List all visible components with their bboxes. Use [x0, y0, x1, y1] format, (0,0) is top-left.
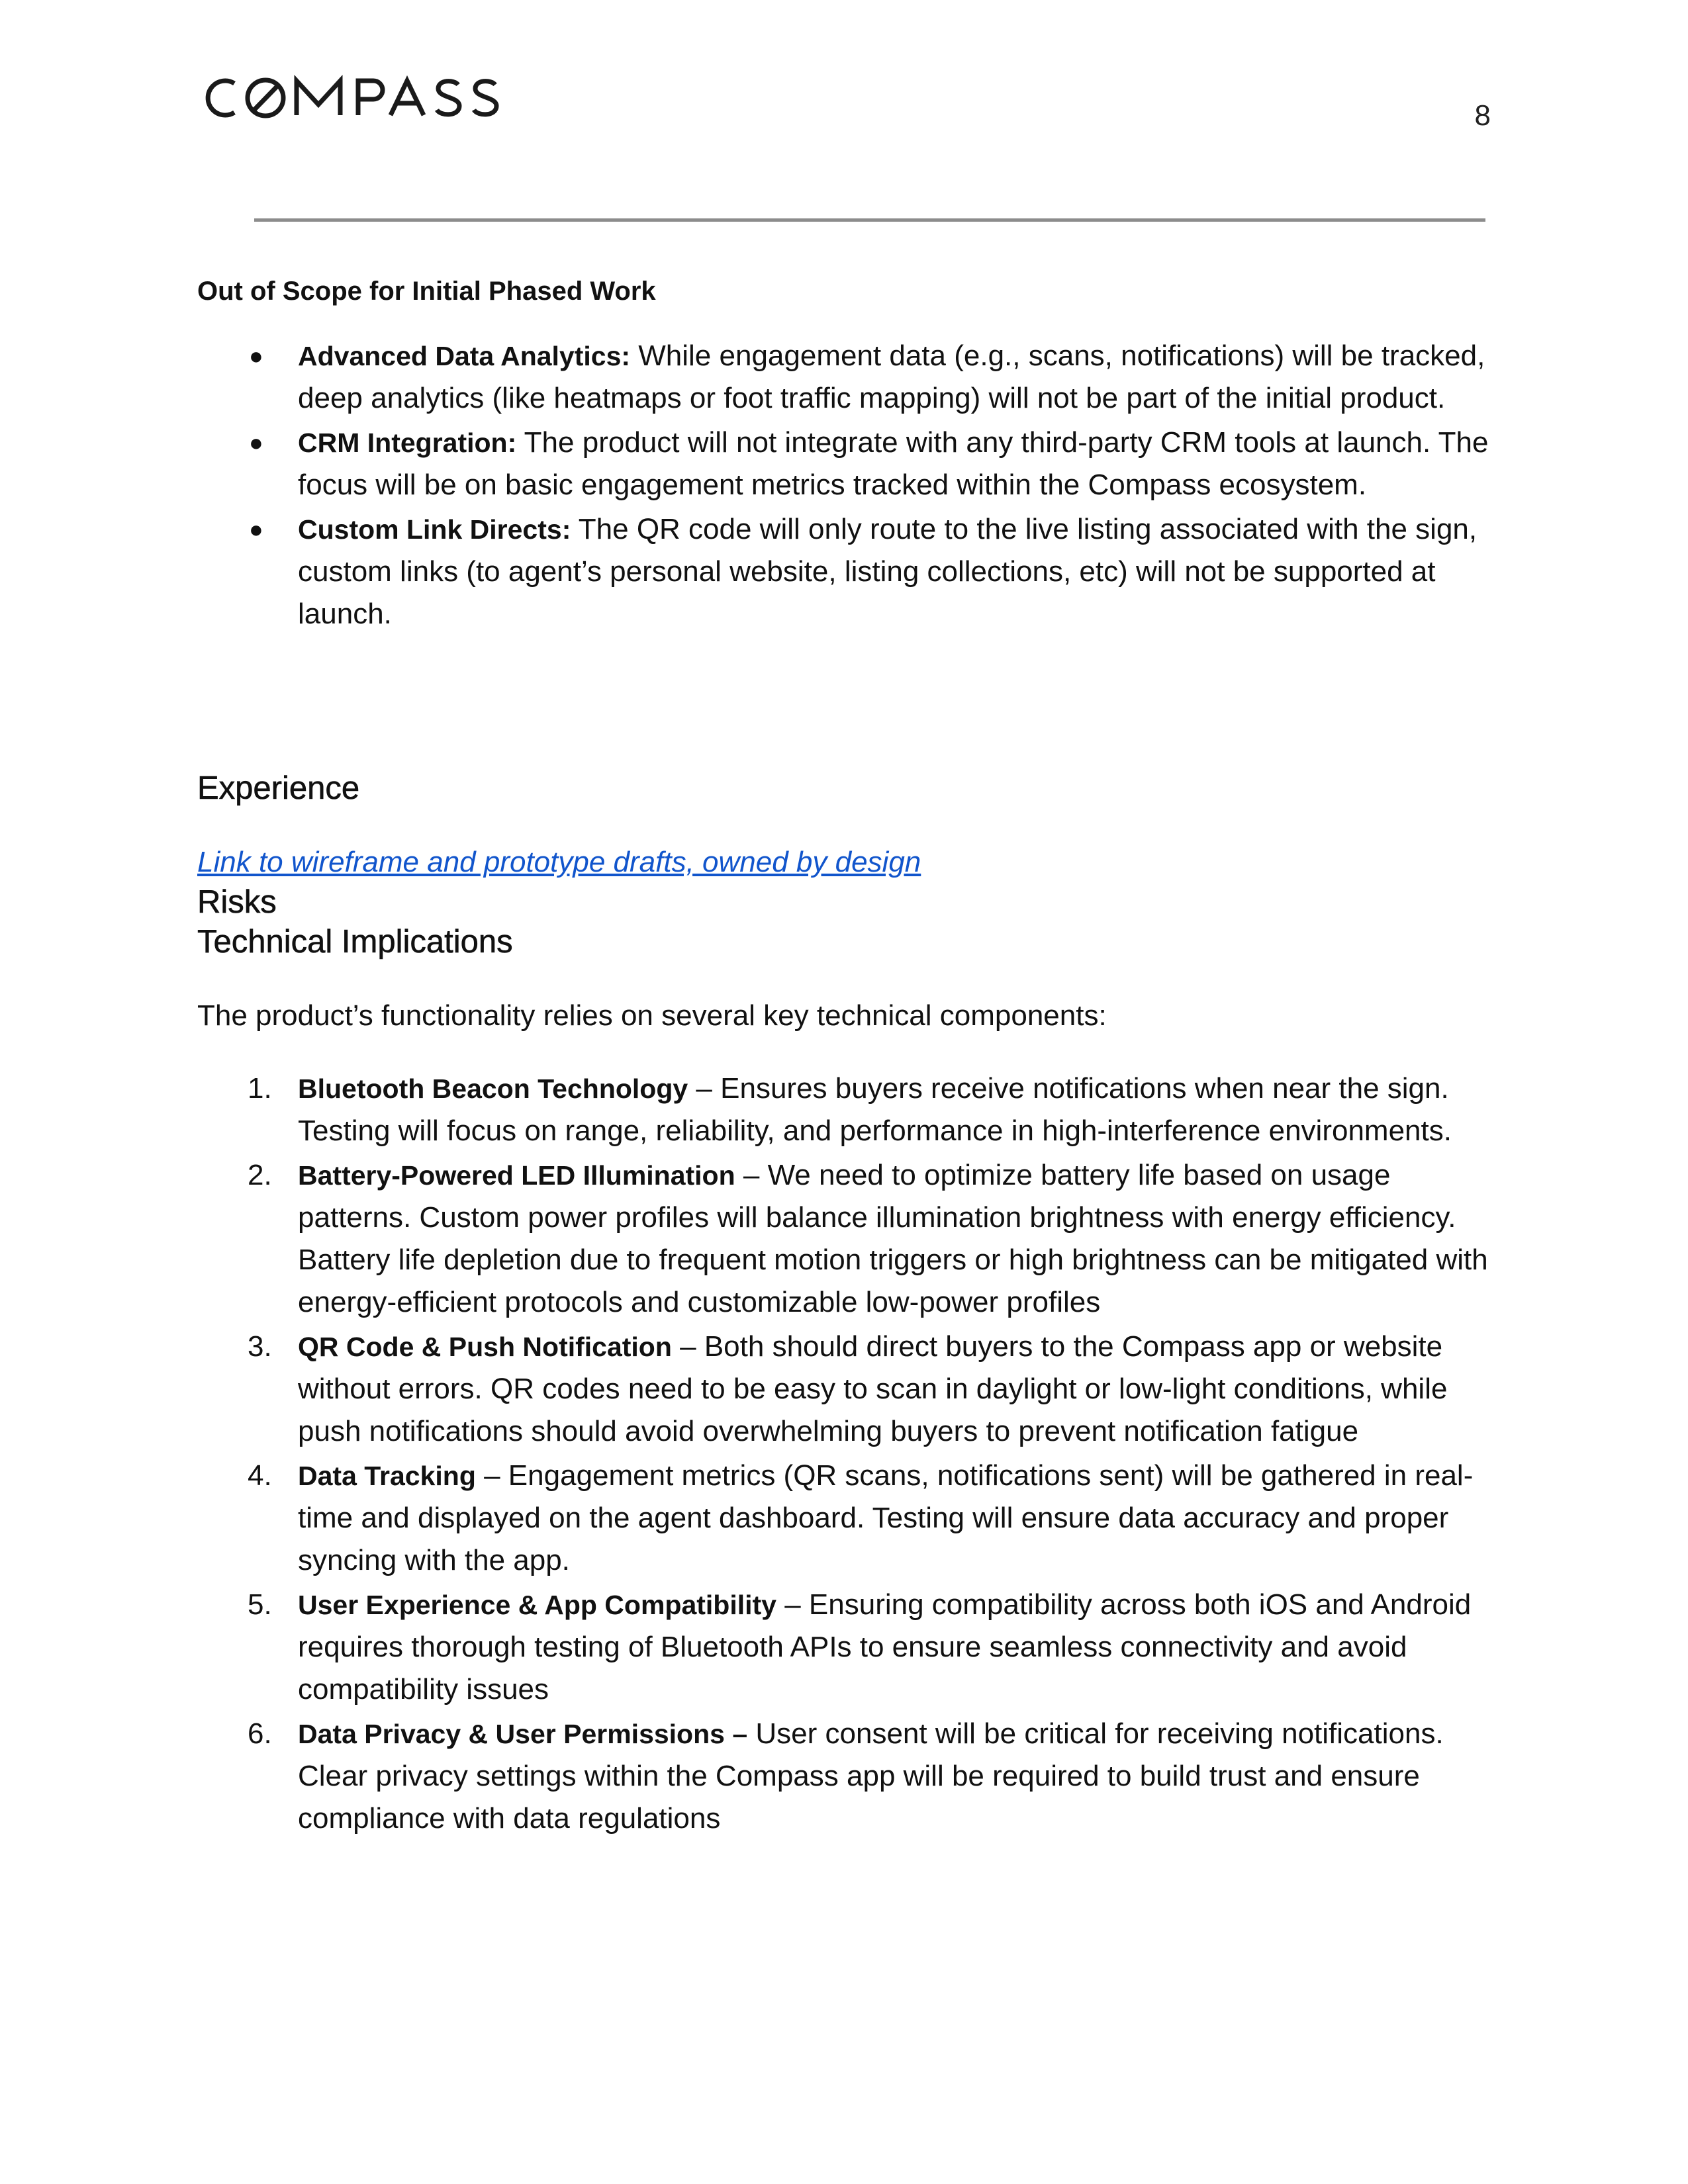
list-item	[197, 335, 1495, 420]
item-term: QR Code & Push Notification	[298, 1332, 672, 1362]
item-text: – Engagement metrics (QR scans, notifications sent) will be gathered in real-time and displayed on the agent dashboard. Testing will ensure data accuracy and proper syncing with the app.	[298, 1459, 1474, 1576]
header-divider	[254, 218, 1485, 222]
list-item	[197, 422, 1495, 506]
item-number: 1.	[248, 1072, 272, 1105]
item-text: The product will not integrate with any third-party CRM tools at launch. The focus will be on basic engagement metrics tracked within the Compass ecosystem.	[298, 426, 1489, 501]
wireframe-link[interactable]: Link to wireframe and prototype drafts, owned by design	[197, 846, 921, 878]
wireframe-link-line	[197, 842, 1495, 882]
item-number: 2.	[248, 1159, 272, 1191]
list-item	[197, 1068, 1495, 1152]
item-text: User consent will be critical for receiving notifications. Clear privacy settings within the Compass app will be required to build trust and ensure compliance with data regulations	[298, 1717, 1444, 1835]
list-item	[197, 1584, 1495, 1711]
item-term: Data Privacy & User Permissions –	[298, 1719, 748, 1749]
item-text: – Both should direct buyers to the Compass app or website without errors. QR codes need to be easy to scan in daylight or low-light conditions, while push notifications should avoid overwhelming buyers to prevent notification fatigue	[298, 1330, 1448, 1447]
item-term: CRM Integration:	[298, 428, 517, 458]
item-term: User Experience & App Compatibility	[298, 1590, 776, 1620]
item-text: – Ensures buyers receive notifications when near the sign. Testing will focus on range, reliability, and performance in high-interference environments.	[298, 1072, 1452, 1147]
item-text: The QR code will only route to the live listing associated with the sign, custom links (to agent’s personal website, listing collections, etc) will not be supported at launch.	[298, 513, 1477, 630]
page-number: 8	[1474, 99, 1491, 132]
item-term: Bluetooth Beacon Technology	[298, 1073, 688, 1104]
risks-heading: Risks	[197, 884, 277, 920]
list-item	[197, 1455, 1495, 1582]
out-of-scope-title: Out of Scope for Initial Phased Work	[197, 277, 656, 306]
item-number: 4.	[248, 1459, 272, 1492]
item-number: 6.	[248, 1717, 272, 1750]
technical-intro: The product’s functionality relies on several key technical components:	[197, 999, 1107, 1032]
experience-heading: Experience	[197, 770, 360, 806]
list-item	[197, 1326, 1495, 1453]
technical-implications-heading: Technical Implications	[197, 924, 513, 960]
item-text: While engagement data (e.g., scans, notifications) will be tracked, deep analytics (like heatmaps or foot traffic mapping) will not be part of the initial product.	[298, 340, 1485, 414]
item-term: Advanced Data Analytics:	[298, 341, 631, 371]
item-number: 3.	[248, 1330, 272, 1363]
bullet-icon: ●	[249, 516, 263, 543]
technical-components-list	[197, 1068, 1495, 1840]
bullet-icon: ●	[249, 429, 263, 456]
item-text: – We need to optimize battery life based on usage patterns. Custom power profiles will balance illumination brightness with energy efficiency. Battery life depletion due to frequent motion triggers or high brightness can be mitigated with energy-efficient protocols and customizable low-power profiles	[298, 1159, 1488, 1318]
document-body	[197, 271, 1495, 1842]
out-of-scope-list	[197, 335, 1495, 635]
compass-logo	[196, 71, 514, 124]
list-item	[197, 1154, 1495, 1324]
item-term: Custom Link Directs:	[298, 514, 571, 545]
bullet-icon: ●	[249, 342, 263, 369]
list-item	[197, 1713, 1495, 1840]
item-number: 5.	[248, 1588, 272, 1621]
item-term: Battery-Powered LED Illumination	[298, 1160, 735, 1191]
item-text: – Ensuring compatibility across both iOS and Android requires thorough testing of Bluetooth APIs to ensure seamless connectivity and avoid compatibility issues	[298, 1588, 1472, 1706]
item-term: Data Tracking	[298, 1461, 476, 1491]
list-item	[197, 508, 1495, 635]
